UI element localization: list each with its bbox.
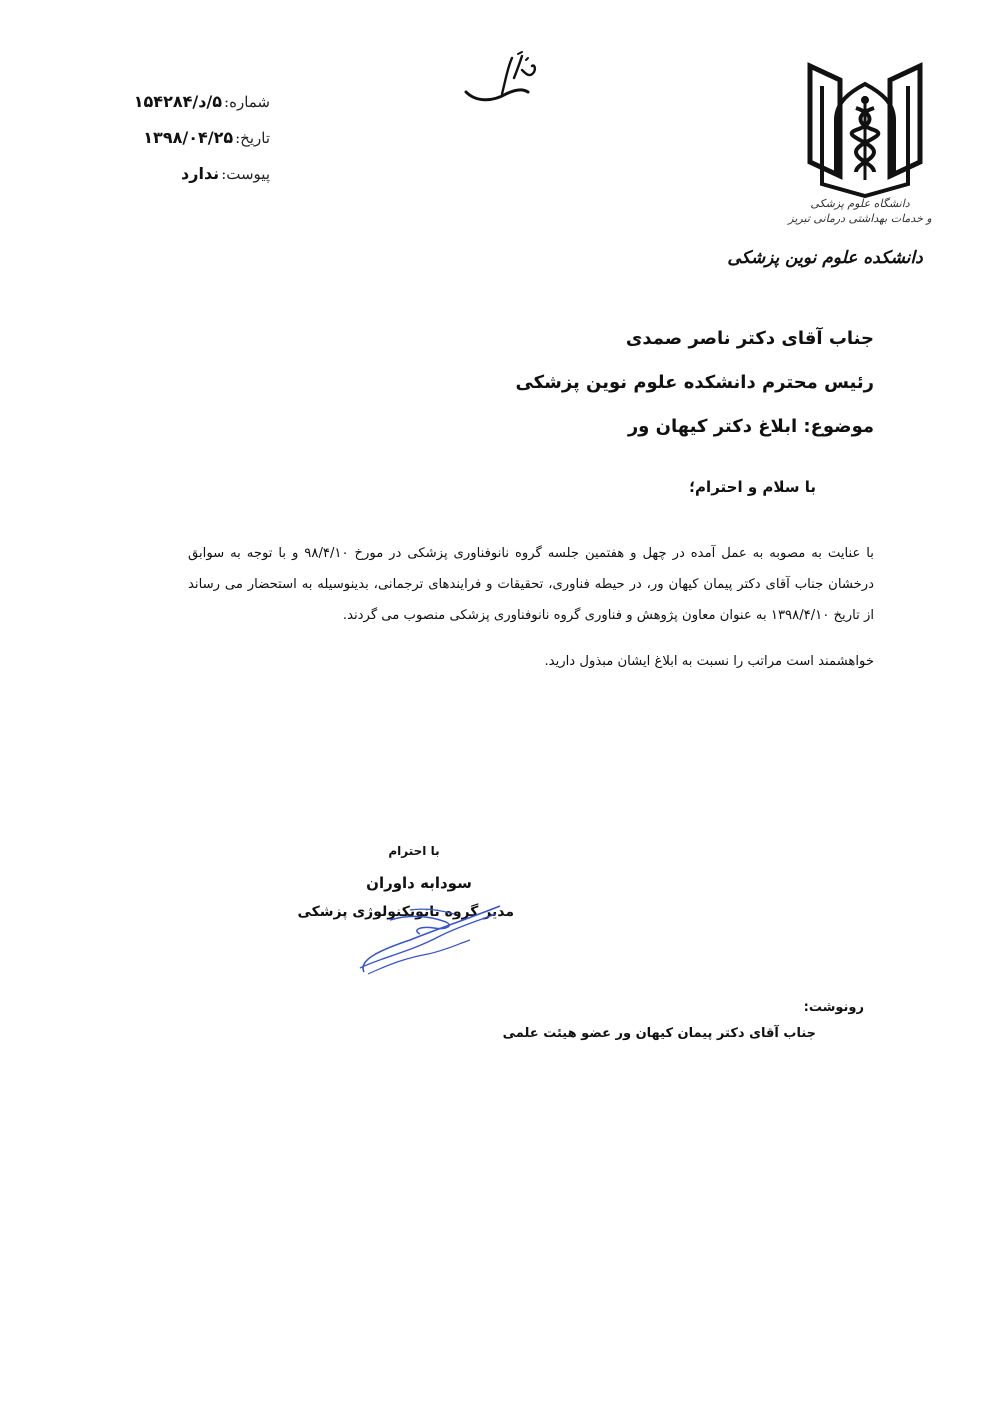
cc-label: رونوشت:: [803, 1000, 864, 1015]
logo-caption-university: [780, 196, 940, 226]
date-label: تاریخ:: [235, 129, 270, 147]
number-row: [110, 92, 270, 128]
logo-caption-faculty: دانشکده علوم نوین پزشکی: [727, 248, 923, 268]
body-paragraph-1: با عنایت به مصوبه به عمل آمده در چهل و هفتمین جلسه گروه نانوفناوری پزشکی در مورخ ۹۸/۴/۱۰ و با توجه به سوابق درخشان جناب آقای دکتر پیمان کیهان ور، در حیطه فناوری، تحقیقات و فرایندهای ترجمانی، بدینوسیله به استحضار می رساند از تاریخ ۱۳۹۸/۴/۱۰ به عنوان معاون پژوهش و فناوری گروه نانوفناوری پزشکی منصوب می گردند.: [188, 546, 874, 623]
greeting: با سلام و احترام؛: [689, 478, 816, 496]
date-row: [110, 128, 270, 164]
university-logo: [800, 56, 930, 206]
signature-closing: با احترام: [388, 844, 440, 858]
number-label: شماره:: [224, 93, 270, 111]
attachment-value: ندارد: [181, 164, 220, 183]
date-value: ۱۳۹۸/۰۴/۲۵: [143, 128, 234, 147]
handwritten-signature: [350, 900, 510, 980]
body-paragraph-2: خواهشمند است مراتب را نسبت به ابلاغ ایشان مبذول دارید.: [544, 654, 874, 669]
attachment-row: [110, 164, 270, 200]
letter-subject: موضوع: ابلاغ دکتر کیهان ور: [627, 416, 874, 437]
signatory-title: مدیر گروه نانوتکنولوژی پزشکی: [297, 904, 514, 920]
logo-caption-line-2: و خدمات بهداشتی درمانی تبریز: [788, 212, 932, 225]
addressee-name: جناب آقای دکتر ناصر صمدی: [625, 328, 874, 349]
attachment-label: پیوست:: [221, 165, 270, 183]
signatory-name: سودابه داوران: [366, 874, 472, 892]
handwritten-mark: [462, 48, 542, 110]
cc-recipient: جناب آقای دکتر پیمان کیهان ور عضو هیئت علمی: [502, 1026, 816, 1041]
letter-meta: [110, 92, 270, 200]
number-value: ۵/د/۱۵۴۲۸۴: [133, 92, 223, 111]
logo-caption-line-1: دانشگاه علوم پزشکی: [810, 197, 910, 210]
signature-block: [297, 836, 514, 980]
addressee-title: رئیس محترم دانشکده علوم نوین پزشکی: [515, 372, 874, 393]
